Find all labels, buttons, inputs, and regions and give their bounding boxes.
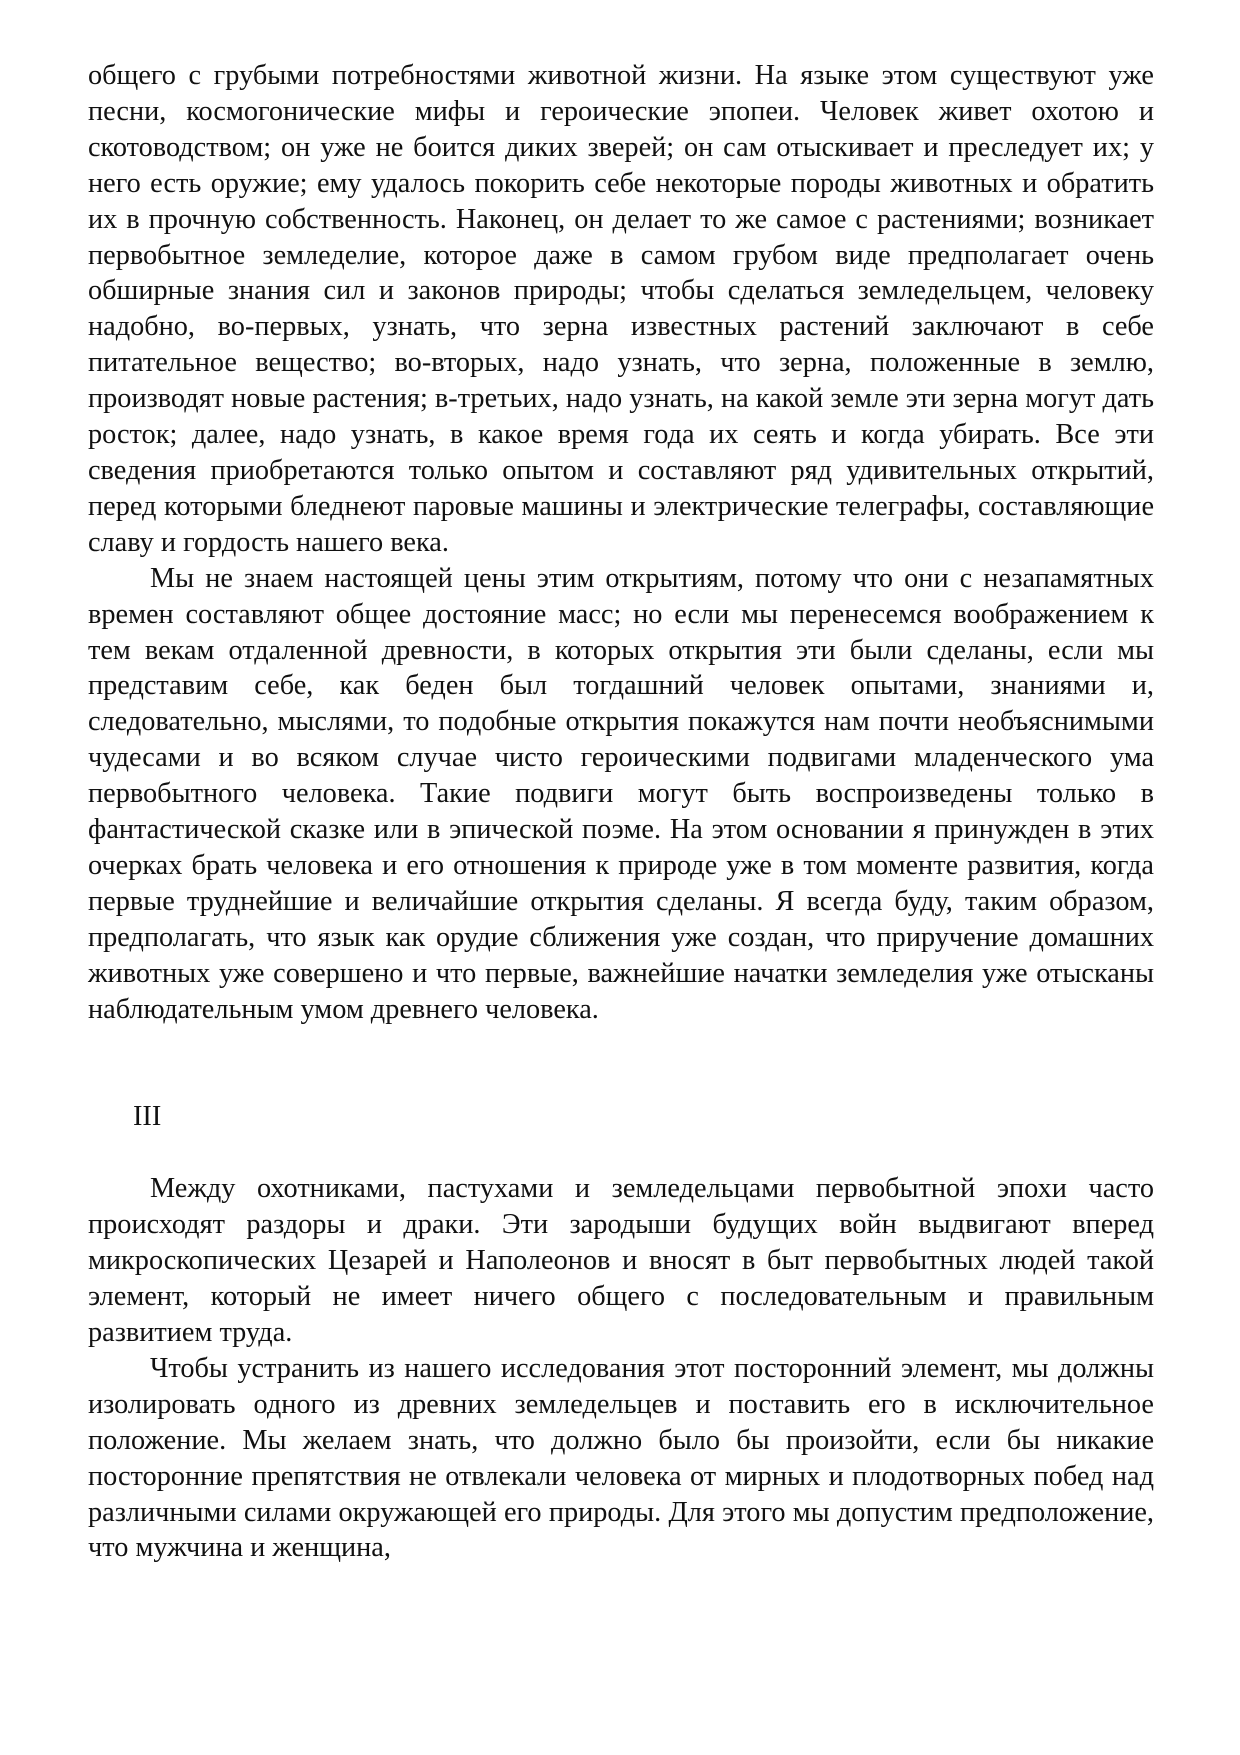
- section-heading: III: [133, 1101, 162, 1133]
- paragraph-1: общего с грубыми потребностями животной жизни. На языке этом существуют уже песни, космогонические мифы и героические эпопеи. Человек живет охотою и скотоводством; он уже не боится диких зверей; он сам отыскивает и преследует их; у него есть оружие; ему удалось покорить себе некоторые породы животных и обратить их в прочную собственность. Наконец, он делает то же самое с растениями; возникает первобытное земледелие, которое даже в самом грубом виде предполагает очень обширные знания сил и законов природы; чтобы сделаться земледельцем, человеку надобно, во-первых, узнать, что зерна известных растений заключают в себе питательное вещество; во-вторых, надо узнать, что зерна, положенные в землю, производят новые растения; в-третьих, надо узнать, на какой земле эти зерна могут дать росток; далее, надо узнать, в какое время года их сеять и когда убирать. Все эти сведения приобретаются только опытом и составляют ряд удивительных открытий, перед которыми бледнеют паровые машины и электрические телеграфы, составляющие славу и гордость нашего века.: [88, 60, 1154, 558]
- paragraph-2: Мы не знаем настоящей цены этим открытиям, потому что они с незапамятных времен составляют общее достояние масс; но если мы перенесемся воображением к тем векам отдаленной древности, в которых открытия эти были сделаны, если мы представим себе, как беден был тогдашний человек опытами, знаниями и, следовательно, мыслями, то подобные открытия покажутся нам почти необъяснимыми чудесами и во всяком случае чисто героическими подвигами младенческого ума первобытного человека. Такие подвиги могут быть воспроизведены только в фантастической сказке или в эпической поэме. На этом основании я принужден в этих очерках брать человека и его отношения к природе уже в том моменте развития, когда первые труднейшие и величайшие открытия сделаны. Я всегда буду, таким образом, предполагать, что язык как орудие сближения уже создан, что приручение домашних животных уже совершено и что первые, важнейшие начатки земледелия уже отысканы наблюдательным умом древнего человека.: [88, 562, 1154, 1025]
- document-page: [88, 58, 1154, 1566]
- paragraph-3: Между охотниками, пастухами и земледельцами первобытной эпохи часто происходят раздоры и драки. Эти зародыши будущих войн выдвигают вперед микроскопических Цезарей и Наполеонов и вносят в быт первобытных людей такой элемент, который не имеет ничего общего с последовательным и правильным развитием труда.: [88, 1173, 1154, 1348]
- spacer: [88, 1135, 1154, 1171]
- paragraph-4: Чтобы устранить из нашего исследования этот посторонний элемент, мы должны изолировать одного из древних земледельцев и поставить его в исключительное положение. Мы желаем знать, что должно было бы произойти, если бы никакие посторонние препятствия не отвлекали человека от мирных и плодотворных побед над различными силами окружающей его природы. Для этого мы допустим предположение, что мужчина и женщина,: [88, 1352, 1154, 1564]
- spacer: [88, 1027, 1154, 1099]
